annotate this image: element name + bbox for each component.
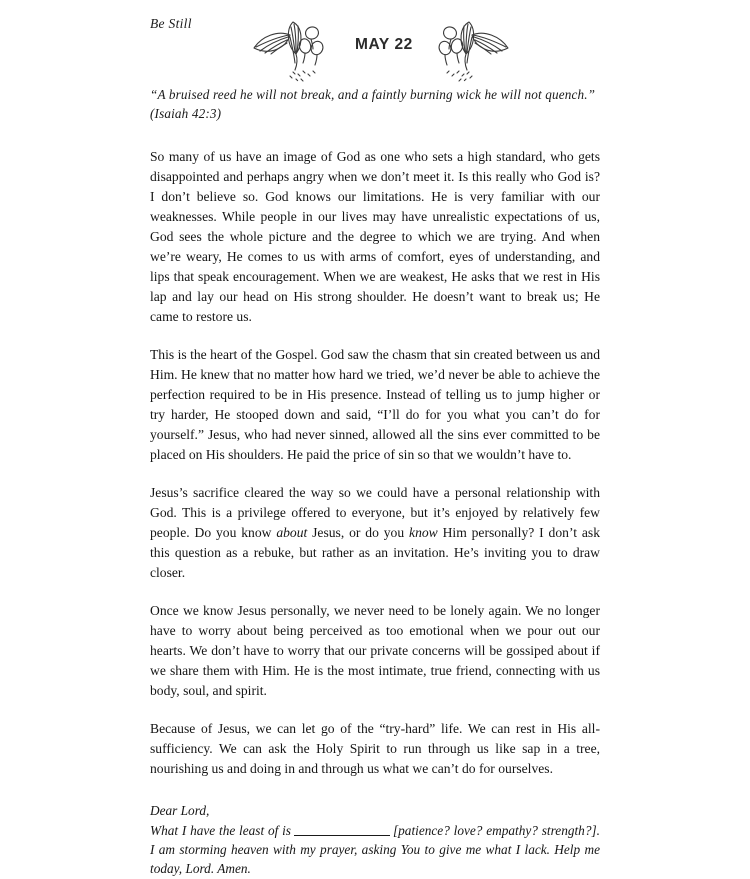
content-column <box>150 86 600 879</box>
verse-reference: (Isaiah 42:3) <box>150 105 222 121</box>
body-paragraph-4: Once we know Jesus personally, we never need to be lonely again. We no longer have to worry about being perceived as too emotional when we pour out our hearts. We don’t have to worry that our private concerns will be gossiped about if we share them with Him. He is the most intimate, true friend, connecting with us body, soul, and spirit. <box>150 602 600 698</box>
prayer-text-before-blank: What I have the least of is <box>150 822 291 838</box>
closing-prayer <box>150 801 600 879</box>
body-paragraph-1: So many of us have an image of God as one who sets a high standard, who gets disappointed and perhaps angry when we don’t meet it. Is this really who God is? I don’t believe so. God knows our limitations. He is very familiar with our weaknesses. While people in our lives may have unrealistic expectations of us, God sees the whole picture and the degree to which we are trying. And when we’re weary, He comes to us with arms of comfort, eyes of understanding, and lips that speak encouragement. When we are weakest, He asks that we rest in His lap and lay our head on His strong shoulder. He doesn’t want to break us; He came to restore us. <box>150 149 600 325</box>
page-header <box>0 0 750 90</box>
verse-text: “A bruised reed he will not break, and a faintly burning wick he will not quench.” <box>150 87 596 102</box>
botanical-sprig-icon-right <box>426 10 516 84</box>
prayer-fill-in-blank[interactable] <box>294 835 390 836</box>
botanical-sprig-icon-left <box>246 10 336 84</box>
prayer-salutation: Dear Lord, <box>150 802 210 818</box>
scripture-verse <box>150 86 600 123</box>
paragraph-3-segment-3: Him personally? I don’t ask this question as a rebuke, but rather as an invitation. He’s inviting you to draw closer. <box>150 524 600 580</box>
body-paragraph-2: This is the heart of the Gospel. God saw the chasm that sin created between us and Him. He knew that no matter how hard we tried, we’d never be able to achieve the perfection required to be in His presence. Instead of telling us to jump higher or try harder, He stooped down and said, “I’ll do for you what you can’t do for yourself.” Jesus, who had never sinned, allowed all the sins ever committed to be placed on His shoulders. He paid the price of sin so that we wouldn’t have to. <box>150 347 600 463</box>
date-heading: MAY 22 <box>355 36 413 53</box>
prayer-text-after-blank: [patience? love? empathy? strength?]. I am storming heaven with my prayer, asking You to give me what I lack. Help me today, Lord. Amen. <box>150 822 600 877</box>
paragraph-3-segment-1: Jesus’s sacrifice cleared the way so we could have a personal relationship with God. This is a privilege offered to everyone, but it’s enjoyed by relatively few people. Do you know <box>150 485 600 540</box>
paragraph-3-segment-2: Jesus, or do you <box>307 524 410 540</box>
running-head-book-title: Be Still <box>150 16 192 31</box>
paragraph-3-emphasis-know: know <box>409 524 438 540</box>
body-paragraph-5: Because of Jesus, we can let go of the “try-hard” life. We can rest in His all-sufficiency. We can ask the Holy Spirit to run through us like sap in a tree, nourishing us and doing in and through us what we can’t do for ourselves. <box>150 720 600 776</box>
devotional-body <box>150 147 600 778</box>
paragraph-3-emphasis-about: about <box>276 524 308 540</box>
body-paragraph-3 <box>150 483 600 583</box>
